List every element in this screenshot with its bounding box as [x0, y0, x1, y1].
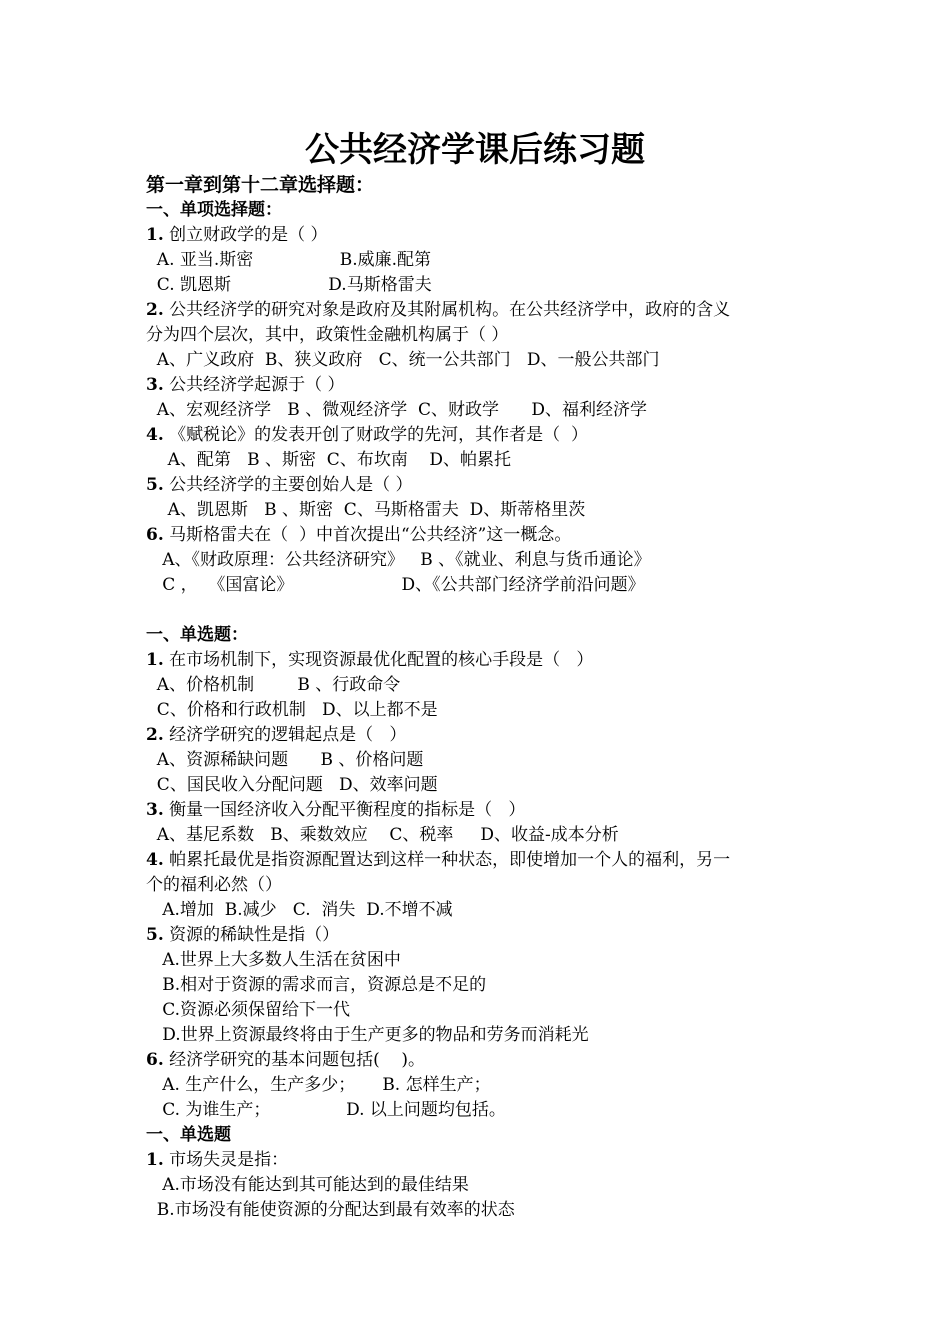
question-number: 4. [146, 425, 164, 445]
answer-options: A. 亚当.斯密 B.威廉.配第 [146, 250, 432, 270]
question-number: 5. [146, 925, 164, 945]
document-body [146, 173, 814, 1223]
answer-options: C、国民收入分配问题 D、效率问题 [146, 775, 438, 795]
question [146, 723, 814, 748]
question [146, 523, 814, 548]
question-number: 6. [146, 525, 164, 545]
question-number: 2. [146, 300, 164, 320]
question-number: 1. [146, 650, 164, 670]
question [146, 1048, 814, 1073]
question-text: 马斯格雷夫在（ ）中首次提出“公共经济”这一概念。 [163, 525, 572, 545]
question-number: 3. [146, 375, 164, 395]
answer-options: A、配第 B 、斯密 C、布坎南 D、帕累托 [146, 450, 512, 470]
question [146, 298, 814, 323]
answer-options: C、价格和行政机制 D、以上都不是 [146, 700, 438, 720]
question-text: 《赋税论》的发表开创了财政学的先河，其作者是（ ） [163, 425, 588, 445]
question [146, 648, 814, 673]
answer-options: D.世界上资源最终将由于生产更多的物品和劳务而消耗光 [146, 1025, 589, 1045]
question [146, 373, 814, 398]
answer-options: A、宏观经济学 B 、微观经济学 C、财政学 D、福利经济学 [146, 400, 648, 420]
question-text: 帕累托最优是指资源配置达到这样一种状态，即使增加一个人的福利，另一 [163, 850, 731, 870]
question [146, 1148, 814, 1173]
answer-options: B.市场没有能使资源的分配达到最有效率的状态 [146, 1200, 515, 1220]
answer-options: C. 为谁生产； D. 以上问题均包括。 [146, 1100, 506, 1120]
page-title: 公共经济学课后练习题 [305, 130, 645, 170]
question [146, 848, 814, 873]
answer-options: A.增加 B.减少 C. 消失 D.不增不减 [146, 900, 453, 920]
question-text-continued: 个的福利必然（） [146, 875, 282, 895]
question-text: 市场失灵是指： [163, 1150, 289, 1170]
answer-options: A、凯恩斯 B 、斯密 C、马斯格雷夫 D、斯蒂格里茨 [146, 500, 586, 520]
answer-options: B.相对于资源的需求而言，资源总是不足的 [146, 975, 487, 995]
question-number: 3. [146, 800, 164, 820]
answer-options: A、价格机制 B 、行政命令 [146, 675, 401, 695]
question-text: 经济学研究的逻辑起点是（ ） [163, 725, 407, 745]
question-text-continued: 分为四个层次，其中，政策性金融机构属于（ ） [146, 325, 509, 345]
answer-options: A、广义政府 B、狭义政府 C、统一公共部门 D、一般公共部门 [146, 350, 660, 370]
question [146, 798, 814, 823]
question-number: 6. [146, 1050, 164, 1070]
question-number: 4. [146, 850, 164, 870]
question-text: 经济学研究的基本问题包括( )。 [163, 1050, 426, 1070]
answer-options: A.市场没有能达到其可能达到的最佳结果 [146, 1175, 469, 1195]
answer-options: C ， 《国富论》 D、《公共部门经济学前沿问题》 [146, 575, 645, 595]
answer-options: A、资源稀缺问题 B 、价格问题 [146, 750, 424, 770]
question-text: 公共经济学的主要创始人是（ ） [163, 475, 413, 495]
answer-options: C.资源必须保留给下一代 [146, 1000, 351, 1020]
answer-options: A.世界上大多数人生活在贫困中 [146, 950, 401, 970]
answer-options: A、基尼系数 B、乘数效应 C、税率 D、收益-成本分析 [146, 825, 619, 845]
question-text: 创立财政学的是（ ） [163, 225, 328, 245]
question [146, 423, 814, 448]
question-text: 公共经济学的研究对象是政府及其附属机构。在公共经济学中，政府的含义 [163, 300, 731, 320]
question-number: 1. [146, 1150, 164, 1170]
question [146, 923, 814, 948]
answer-options: C. 凯恩斯 D.马斯格雷夫 [146, 275, 432, 295]
part-heading: 一、单项选择题： [146, 200, 282, 220]
question-text: 资源的稀缺性是指（） [163, 925, 340, 945]
question-text: 衡量一国经济收入分配平衡程度的指标是（ ） [163, 800, 526, 820]
question-number: 5. [146, 475, 164, 495]
question [146, 473, 814, 498]
answer-options: A、《财政原理：公共经济研究》 B 、《就业、利息与货币通论》 [146, 550, 651, 570]
blank-line [146, 598, 814, 623]
question-number: 2. [146, 725, 164, 745]
question [146, 223, 814, 248]
part-heading: 一、单选题 [146, 1125, 231, 1145]
question-text: 在市场机制下，实现资源最优化配置的核心手段是（ ） [163, 650, 594, 670]
answer-options: A. 生产什么，生产多少； B. 怎样生产； [146, 1075, 491, 1095]
question-number: 1. [146, 225, 164, 245]
part-heading: 一、单选题： [146, 625, 248, 645]
section-heading: 第一章到第十二章选择题： [146, 174, 375, 196]
question-text: 公共经济学起源于（ ） [163, 375, 345, 395]
